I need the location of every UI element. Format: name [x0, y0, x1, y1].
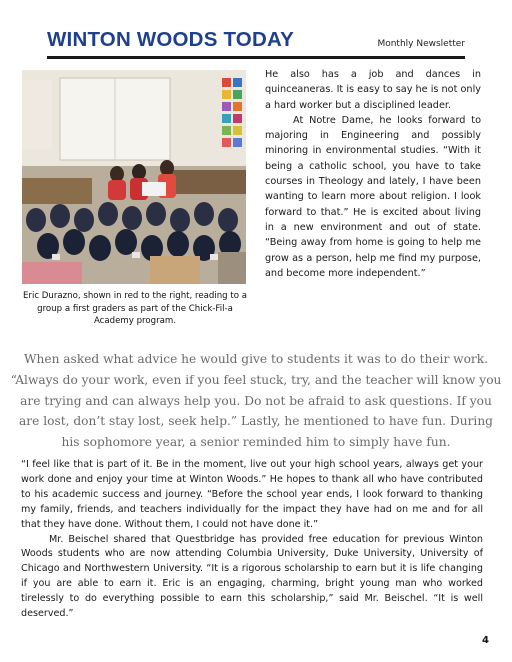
classroom-photo [22, 70, 246, 284]
pull-quote: When asked what advice he would give to students it was to do their work. “Always do your work, even if you feel stuck, try, and the teacher will know you are trying and can always help you. Do not be afraid to ask questions. If you are lost, don’t stay lost, seek help.” Lastly, he mentioned to have fun. During his sophomore year, a senior reminded him to simply have fun. [10, 352, 502, 450]
bottom-article-text [21, 458, 483, 622]
paragraph: Mr. Beischel shared that Questbridge has provided free education for previous Winton Woods students who are now attending Columbia University, Duke University, University of Chicago and Northwestern University. “It is a rigorous scholarship to earn but it is life changing if you are able to earn it. Eric is an engaging, charming, bright young man who worked tirelessly to do everything possible to earn this scholarship,” said Mr. Beischel. “It is well deserved.” [21, 533, 483, 620]
masthead [47, 28, 465, 64]
paragraph: At Notre Dame, he looks forward to majoring in Engineering and possibly minoring in environmental studies. “With it being a catholic school, you have to take courses in Theology and lately, I have been wanting to learn more about religion. I look forward to that.” He is excited about living in a new environment and out of state. “Being away from home is going to help me grow as a person, help me find my purpose, and become more independent.” [265, 114, 481, 279]
page-number: 4 [482, 635, 489, 646]
photo-caption: Eric Durazno, shown in red to the right, reading to a group a first graders as part of the Chick-Fil-a Academy program. [23, 291, 247, 327]
right-column-text [265, 67, 481, 281]
classroom-photo-illustration [22, 70, 246, 284]
paragraph: He also has a job and dances in quinceaneras. It is easy to say he is not only a hard worker but a disciplined leader. [265, 69, 481, 111]
header-rule [47, 56, 465, 59]
paragraph: “I feel like that is part of it. Be in the moment, live out your high school years, always get your work done and enjoy your time at Winton Woods.” He hopes to thank all who have contributed to his academic success and journey. “Before the school year ends, I look forward to thanking my family, friends, and teachers individually for the impact they have had on me and for all that they have done. Without them, I could not have done it.” [21, 459, 483, 530]
newsletter-title: WINTON WOODS TODAY [47, 28, 294, 51]
newsletter-subtitle: Monthly Newsletter [377, 39, 465, 49]
